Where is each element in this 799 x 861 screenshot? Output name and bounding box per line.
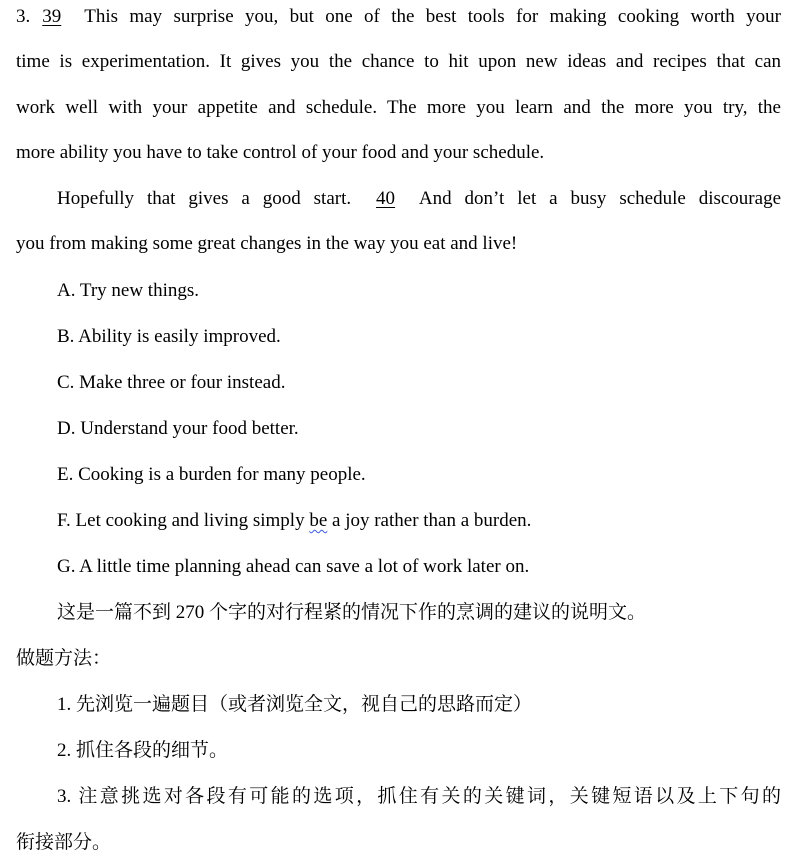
option-d: D. Understand your food better. [57,418,299,439]
blank-39: 39 [42,6,62,27]
paragraph-1-line-3: work well with your appetite and schedule. The more you learn and the more you try, the [16,97,781,118]
option-f-text-after: a joy rather than a burden. [327,510,532,531]
option-b: B. Ability is easily improved. [57,326,281,347]
grammar-marked-word: be [309,510,328,531]
method-title: 做题方法： [16,648,112,669]
paragraph-2-text-rest: And don’t let a busy schedule discourage [418,188,782,209]
analysis-summary: 这是一篇不到 270 个字的对行程紧的情况下作的烹调的建议的说明文。 [57,602,647,623]
blank-40: 40 [376,188,396,209]
option-f [57,506,781,536]
question-number: 3. [16,6,31,27]
option-e: E. Cooking is a burden for many people. [57,464,366,485]
paragraph-1-line-4: more ability you have to take control of your food and your schedule. [16,142,545,163]
paragraph-1-line-2: time is experimentation. It gives you the chance to hit upon new ideas and recipes that can [16,51,781,72]
option-c: C. Make three or four instead. [57,372,286,393]
method-step-3-line-1: 3. 注意挑选对各段有可能的选项，抓住有关的关键词，关键短语以及上下句的 [57,786,781,807]
method-step-1: 1. 先浏览一遍题目（或者浏览全文，视自己的思路而定） [57,694,533,715]
option-g: G. A little time planning ahead can save a lot of work later on. [57,556,530,577]
paragraph-2-text-start: Hopefully that gives a good start. [57,188,352,209]
paragraph-1-text-start: This may surprise you, but one of the best tools for making cooking worth your [84,6,781,27]
method-step-3-line-2: 衔接部分。 [16,832,112,853]
paragraph-1-line-1 [16,2,781,32]
option-a: A. Try new things. [57,280,199,301]
method-step-2: 2. 抓住各段的细节。 [57,740,229,761]
paragraph-2-line-1 [57,184,781,214]
option-f-text-before: F. Let cooking and living simply [57,510,310,531]
paragraph-2-line-2: you from making some great changes in the way you eat and live! [16,233,518,254]
